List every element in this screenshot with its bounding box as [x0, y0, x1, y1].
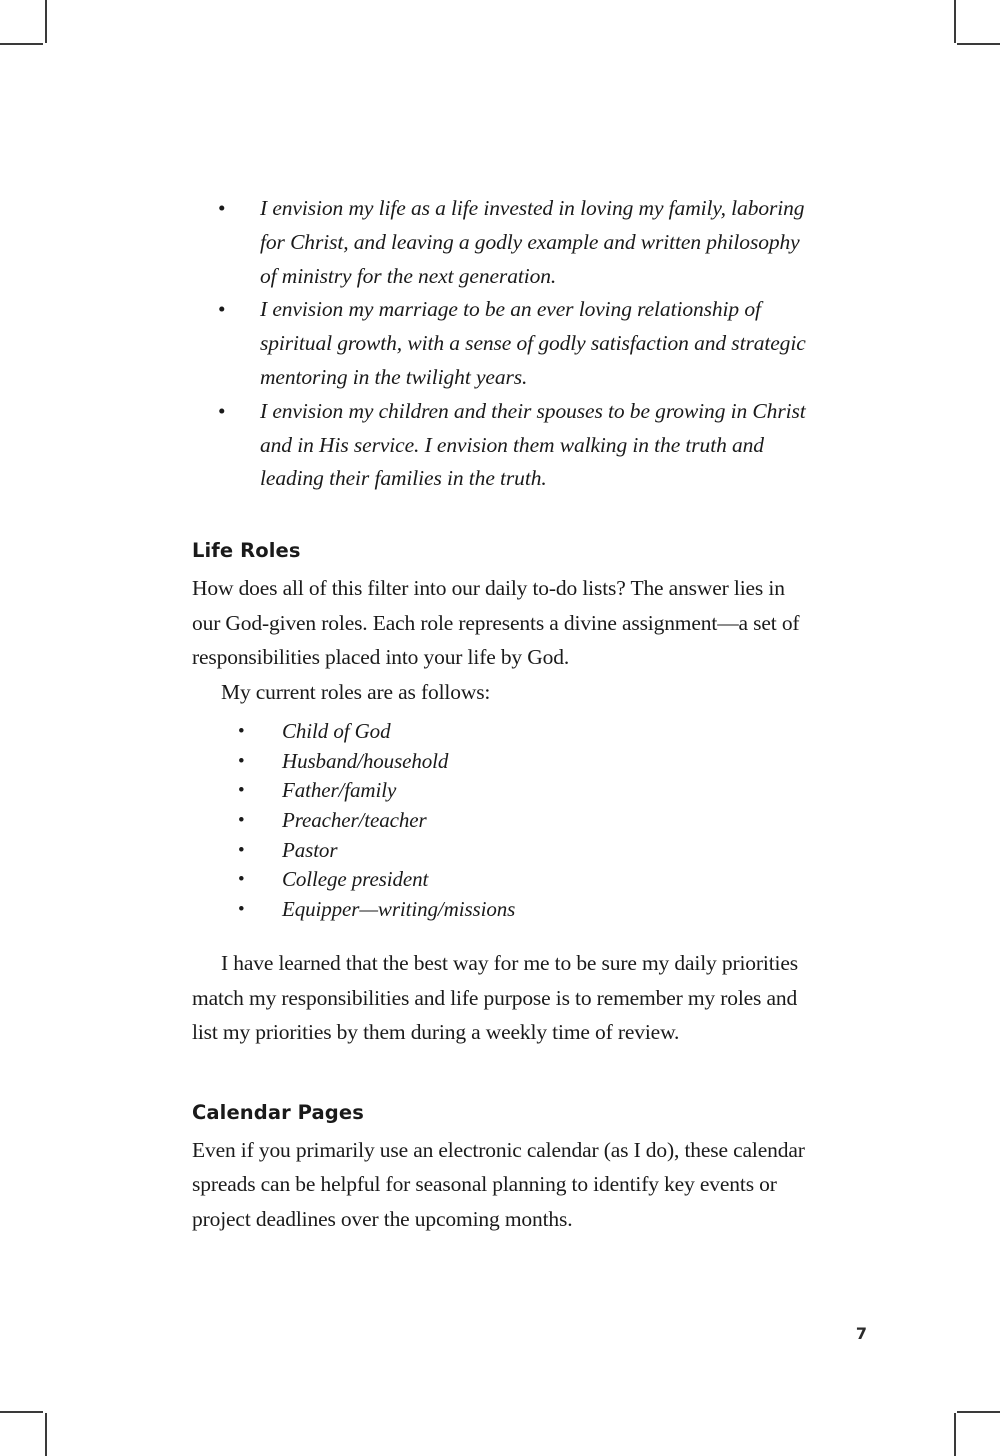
bullet-icon: •: [238, 839, 245, 861]
bullet-icon: •: [238, 898, 245, 920]
spacer: [192, 924, 808, 946]
crop-mark-bottom-right-vertical: [954, 1413, 956, 1456]
role-label: Father/family: [282, 778, 397, 803]
crop-mark-bottom-left-vertical: [45, 1413, 47, 1456]
list-item: [192, 747, 808, 777]
page-content: [192, 192, 808, 1236]
bullet-icon: •: [218, 196, 226, 220]
life-roles-paragraph-2: My current roles are as follows:: [221, 679, 491, 704]
crop-mark-top-right-horizontal: [957, 43, 1000, 45]
vision-statement-list: [192, 192, 808, 496]
crop-mark-top-left-horizontal: [0, 43, 43, 45]
role-label: Husband/household: [282, 748, 449, 773]
role-label: Preacher/teacher: [282, 807, 427, 832]
list-item: [192, 192, 808, 293]
list-item: [192, 865, 808, 895]
role-label: Pastor: [282, 837, 338, 862]
bullet-icon: •: [238, 750, 245, 772]
page-number: 7: [855, 1324, 867, 1343]
list-item: [192, 836, 808, 866]
bullet-icon: •: [238, 780, 245, 802]
section-heading-life-roles: Life Roles: [192, 539, 301, 563]
list-item: [192, 895, 808, 925]
bullet-icon: •: [238, 809, 245, 831]
list-item: [192, 395, 808, 496]
bullet-icon: •: [218, 398, 226, 423]
list-item: [192, 806, 808, 836]
life-roles-paragraph-1: How does all of this filter into our daily to-do lists? The answer lies in our God-given roles. Each role represents a divine assignment—a set of responsibilities placed into your life by God.: [192, 576, 800, 670]
role-label: Equipper—writing/missions: [282, 896, 516, 921]
calendar-pages-paragraph-1: Even if you primarily use an electronic calendar (as I do), these calendar spreads can be helpful for seasonal planning to identify key events or project deadlines over the upcoming months.: [192, 1137, 805, 1231]
spacer: [192, 1050, 808, 1058]
life-roles-paragraph-3: I have learned that the best way for me to be sure my daily priorities match my responsibilities and life purpose is to remember my roles and list my priorities by them during a weekly time of review.: [192, 951, 798, 1045]
section-heading-calendar-pages: Calendar Pages: [192, 1100, 364, 1124]
bullet-icon: •: [238, 869, 245, 891]
list-item: [192, 293, 808, 394]
vision-statement-text: I envision my marriage to be an ever loving relationship of spiritual growth, with a sense of godly satisfaction and strategic mentoring in the twilight years.: [260, 297, 806, 389]
list-item: [192, 776, 808, 806]
bullet-icon: •: [238, 721, 245, 743]
bullet-icon: •: [218, 297, 226, 322]
vision-statement-text: I envision my life as a life invested in loving my family, laboring for Christ, and leaving a godly example and written philosophy of ministry for the next generation.: [260, 196, 805, 288]
role-label: Child of God: [282, 719, 391, 744]
list-item: [192, 717, 808, 747]
crop-mark-bottom-left-horizontal: [0, 1411, 43, 1413]
role-label: College president: [282, 867, 429, 892]
crop-mark-top-left-vertical: [45, 0, 47, 43]
crop-mark-bottom-right-horizontal: [957, 1411, 1000, 1413]
current-roles-list: [192, 717, 808, 924]
vision-statement-text: I envision my children and their spouses to be growing in Christ and in His service. I envision them walking in the truth and leading their families in the truth.: [260, 398, 806, 491]
crop-mark-top-right-vertical: [954, 0, 956, 43]
